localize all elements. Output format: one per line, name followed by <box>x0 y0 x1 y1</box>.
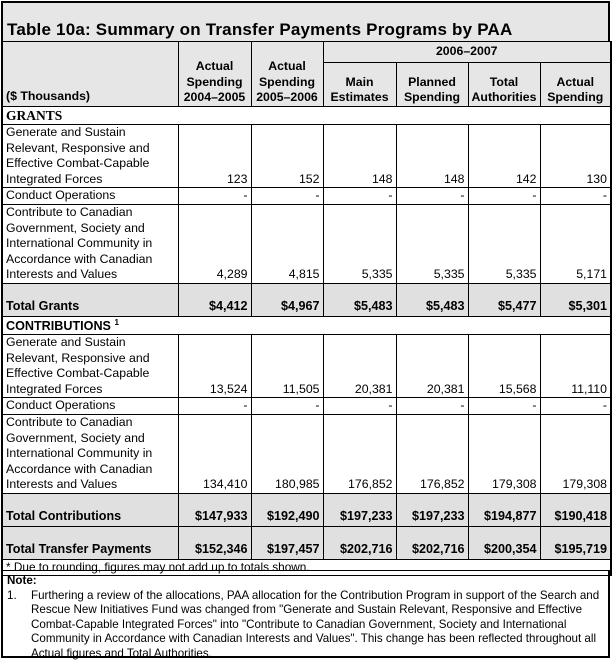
cell-value: 152 <box>251 125 323 188</box>
total-label: Total Transfer Payments <box>2 526 178 559</box>
cell-value: 130 <box>540 125 611 188</box>
row-label: Generate and Sustain Relevant, Responsive and Effective Combat-Capable Integrated Forces <box>2 125 178 188</box>
note-title: Note: <box>7 574 602 589</box>
table-title-bar <box>1 1 610 42</box>
total-value: $152,346 <box>178 526 251 559</box>
total-value: $5,483 <box>323 283 396 316</box>
cell-value: 20,381 <box>396 334 468 397</box>
group-header-2006-2007: 2006–2007 <box>323 42 611 63</box>
total-label: Total Grants <box>2 283 178 316</box>
section-label: GRANTS <box>2 107 611 125</box>
rounding-footnote: * Due to rounding, figures may not add up to totals shown. <box>2 559 611 575</box>
col-header-planned-spending: Planned Spending <box>396 63 468 107</box>
cell-value: 13,524 <box>178 334 251 397</box>
total-value: $202,716 <box>323 526 396 559</box>
section-contributions <box>2 316 611 334</box>
total-grants-row <box>2 283 611 316</box>
cell-value: - <box>178 188 251 205</box>
row-label: Generate and Sustain Relevant, Responsive and Effective Combat-Capable Integrated Forces <box>2 334 178 397</box>
row-label: Contribute to Canadian Government, Society and International Community in Accordance with Canadian Interests and Values <box>2 204 178 283</box>
cell-value: - <box>323 398 396 415</box>
cell-value: - <box>540 398 611 415</box>
note-text: Furthering a review of the allocations, PAA allocation for the Contribution Program in support of the Search and Rescue New Initiatives Fund was changed from "Generate and Sustain Relevant, Responsive and Effective Combat-Capable Integrated Forces" into "Contribute to Canadian Government, Society and International Community in Accordance with Canadian Interests and Values". This change has been reflected throughout all Actual figures and Total Authorities. <box>31 589 602 661</box>
total-value: $147,933 <box>178 493 251 526</box>
cell-value: 142 <box>468 125 540 188</box>
total-contributions-row <box>2 493 611 526</box>
cell-value: 5,335 <box>468 204 540 283</box>
table-title: Table 10a: Summary on Transfer Payments Programs by PAA <box>7 20 512 40</box>
col-header-actual-2004-2005: Actual Spending 2004–2005 <box>178 42 251 107</box>
section-grants <box>2 107 611 125</box>
cell-value: 179,308 <box>468 414 540 493</box>
cell-value: 4,815 <box>251 204 323 283</box>
cell-value: 20,381 <box>323 334 396 397</box>
cell-value: - <box>468 398 540 415</box>
total-value: $4,967 <box>251 283 323 316</box>
note-box <box>1 570 610 658</box>
cell-value: 5,335 <box>323 204 396 283</box>
total-label: Total Contributions <box>2 493 178 526</box>
table-row <box>2 398 611 415</box>
row-label: Conduct Operations <box>2 398 178 415</box>
cell-value: - <box>540 188 611 205</box>
table-row <box>2 125 611 188</box>
cell-value: 5,335 <box>396 204 468 283</box>
total-value: $4,412 <box>178 283 251 316</box>
cell-value: - <box>396 188 468 205</box>
cell-value: 176,852 <box>323 414 396 493</box>
col-header-actual-spending: Actual Spending <box>540 63 611 107</box>
total-value: $200,354 <box>468 526 540 559</box>
total-value: $190,418 <box>540 493 611 526</box>
table-row <box>2 188 611 205</box>
cell-value: 148 <box>396 125 468 188</box>
row-label: Conduct Operations <box>2 188 178 205</box>
cell-value: 15,568 <box>468 334 540 397</box>
units-header: ($ Thousands) <box>2 42 178 107</box>
cell-value: - <box>468 188 540 205</box>
total-value: $194,877 <box>468 493 540 526</box>
cell-value: 134,410 <box>178 414 251 493</box>
cell-value: - <box>178 398 251 415</box>
table-row <box>2 204 611 283</box>
col-header-main-estimates: Main Estimates <box>323 63 396 107</box>
cell-value: 123 <box>178 125 251 188</box>
total-value: $202,716 <box>396 526 468 559</box>
cell-value: 148 <box>323 125 396 188</box>
col-header-total-authorities: Total Authorities <box>468 63 540 107</box>
table-row <box>2 414 611 493</box>
note-item <box>7 589 602 661</box>
total-value: $5,477 <box>468 283 540 316</box>
cell-value: - <box>251 188 323 205</box>
section-label: CONTRIBUTIONS $^1$ <box>2 316 611 334</box>
total-value: $5,483 <box>396 283 468 316</box>
cell-value: - <box>251 398 323 415</box>
table-row <box>2 334 611 397</box>
total-value: $197,233 <box>396 493 468 526</box>
total-value: $197,457 <box>251 526 323 559</box>
cell-value: 176,852 <box>396 414 468 493</box>
cell-value: - <box>323 188 396 205</box>
cell-value: 180,985 <box>251 414 323 493</box>
footnote-ref: 1 <box>114 318 118 327</box>
transfer-payments-table <box>1 41 612 576</box>
cell-value: 4,289 <box>178 204 251 283</box>
cell-value: 5,171 <box>540 204 611 283</box>
col-header-actual-2005-2006: Actual Spending 2005–2006 <box>251 42 323 107</box>
total-transfer-payments-row <box>2 526 611 559</box>
total-value: $192,490 <box>251 493 323 526</box>
row-label: Contribute to Canadian Government, Society and International Community in Accordance with Canadian Interests and Values <box>2 414 178 493</box>
note-number: 1. <box>7 589 31 661</box>
cell-value: 179,308 <box>540 414 611 493</box>
total-value: $195,719 <box>540 526 611 559</box>
cell-value: 11,110 <box>540 334 611 397</box>
total-value: $197,233 <box>323 493 396 526</box>
total-value: $5,301 <box>540 283 611 316</box>
cell-value: - <box>396 398 468 415</box>
cell-value: 11,505 <box>251 334 323 397</box>
